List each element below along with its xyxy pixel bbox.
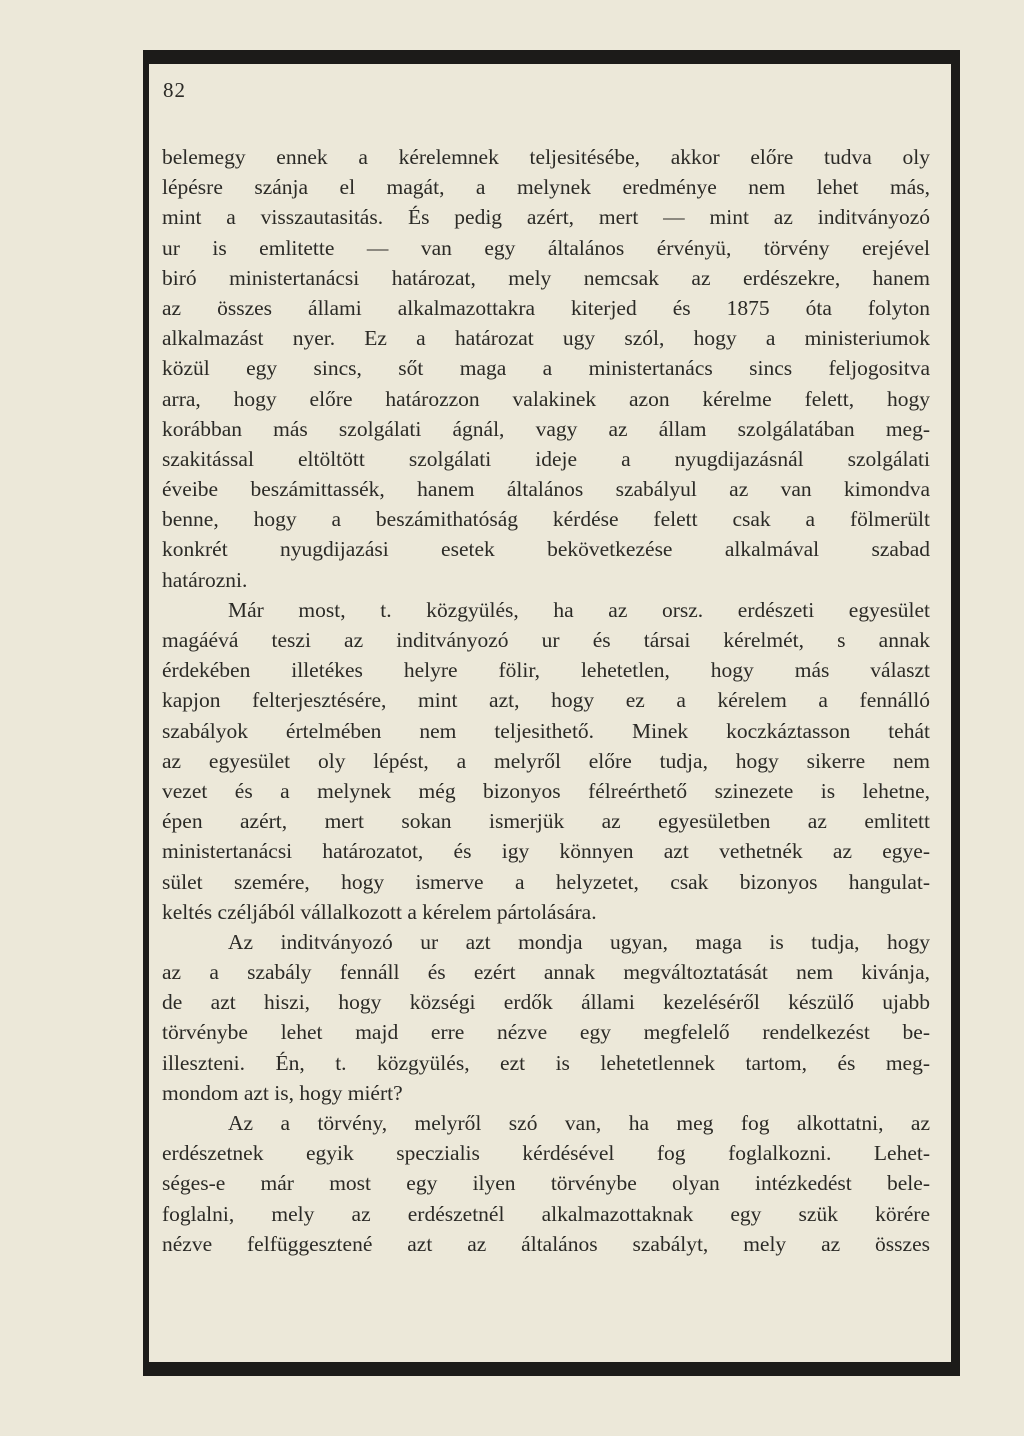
text-line: magáévá teszi az inditványozó ur és társai kérelmét, s annak <box>162 628 930 652</box>
text-line: az összes állami alkalmazottakra kiterjed és 1875 óta folyton <box>162 295 930 320</box>
text-line: az a szabály fennáll és ezért annak megváltoztatását nem kivánja, <box>162 960 930 985</box>
text-line: ministertanácsi határozatot, és igy könnyen azt vethetnék az egye- <box>162 839 930 864</box>
text-line: korábban más szolgálati ágnál, vagy az állam szolgálatában meg- <box>162 416 930 441</box>
text-line: belemegy ennek a kérelemnek teljesitésébe, akkor előre tudva oly <box>162 145 930 169</box>
text-line: érdekében illetékes helyre fölir, lehetetlen, hogy más választ <box>162 658 930 683</box>
text-line: lépésre szánja el magát, a melynek eredménye nem lehet más, <box>162 175 930 200</box>
text-line: nézve felfüggesztené azt az általános szabályt, mely az összes <box>162 1231 930 1256</box>
text-line: mondom azt is, hogy miért? <box>162 1080 403 1105</box>
text-line: szakitással eltöltött szolgálati ideje a nyugdijazásnál szolgálati <box>162 446 930 471</box>
text-line: az egyesület oly lépést, a melyről előre tudja, hogy sikerre nem <box>162 748 930 773</box>
text-line: kapjon felterjesztésére, mint azt, hogy ez a kérelem a fennálló <box>162 688 930 713</box>
text-line: keltés czéljából vállalkozott a kérelem pártolására. <box>162 899 597 924</box>
text-line: közül egy sincs, sőt maga a ministertanács sincs feljogositva <box>162 356 930 381</box>
right-border-rule <box>951 50 960 1376</box>
text-line: benne, hogy a beszámithatóság kérdése felett csak a fölmerült <box>162 507 930 532</box>
text-line: biró ministertanácsi határozat, mely nemcsak az erdészekre, hanem <box>162 265 930 290</box>
text-line: Az a törvény, melyről szó van, ha meg fog alkottatni, az <box>228 1111 930 1135</box>
text-line: ur is emlitette — van egy általános érvényü, törvény erejével <box>162 235 930 260</box>
text-line: Az inditványozó ur azt mondja ugyan, maga is tudja, hogy <box>228 929 930 954</box>
text-line: törvénybe lehet majd erre nézve egy megfelelő rendelkezést be- <box>162 1020 930 1045</box>
text-line: foglalni, mely az erdészetnél alkalmazottaknak egy szük körére <box>162 1201 930 1226</box>
text-line: alkalmazást nyer. Ez a határozat ugy szól, hogy a ministeriumok <box>162 326 930 351</box>
top-border-rule <box>145 50 960 64</box>
text-line: erdészetnek egyik speczialis kérdésével fog foglalkozni. Lehet- <box>162 1141 930 1166</box>
text-line: Már most, t. közgyülés, ha az orsz. erdészeti egyesület <box>228 597 930 622</box>
text-line: épen azért, mert sokan ismerjük az egyesületben az emlitett <box>162 809 930 834</box>
bottom-border-rule <box>145 1362 960 1376</box>
page-number: 82 <box>163 78 186 102</box>
left-border-rule <box>143 50 149 1376</box>
text-line: szabályok értelmében nem teljesithető. Minek koczkáztasson tehát <box>162 718 930 743</box>
text-line: séges-e már most egy ilyen törvénybe olyan intézkedést bele- <box>162 1171 930 1196</box>
text-line: vezet és a melynek még bizonyos félreérthető szinezete is lehetne, <box>162 778 930 803</box>
text-line: arra, hogy előre határozzon valakinek azon kérelme felett, hogy <box>162 386 930 411</box>
text-line: de azt hiszi, hogy községi erdők állami kezeléséről készülő ujabb <box>162 990 930 1015</box>
text-line: határozni. <box>162 567 248 592</box>
text-line: éveibe beszámittassék, hanem általános szabályul az van kimondva <box>162 477 930 502</box>
text-line: illeszteni. Én, t. közgyülés, ezt is lehetetlennek tartom, és meg- <box>162 1050 930 1075</box>
text-line: mint a visszautasitás. És pedig azért, mert — mint az inditványozó <box>162 205 930 230</box>
body-text <box>162 142 930 1259</box>
text-line: konkrét nyugdijazási esetek bekövetkezése alkalmával szabad <box>162 537 930 562</box>
text-line: sület szemére, hogy ismerve a helyzetet, csak bizonyos hangulat- <box>162 869 930 894</box>
